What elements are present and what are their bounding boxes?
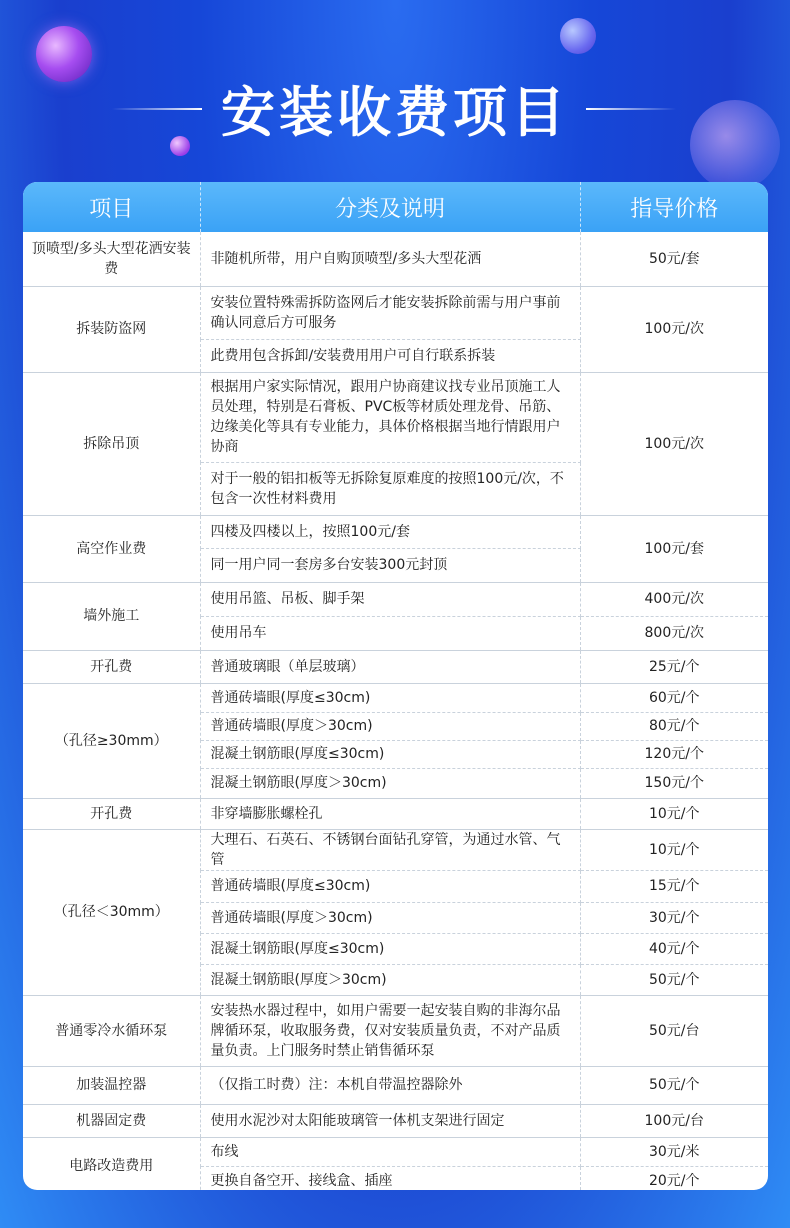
item-description: 大理石、石英石、不锈钢台面钻孔穿管，为通过水管、气管 [200,829,580,870]
item-name: 高空作业费 [23,515,200,582]
item-description: 使用吊车 [200,616,580,650]
title-area [0,70,790,147]
item-description: 同一用户同一套房多台安装300元封顶 [200,548,580,582]
item-description: 安装热水器过程中，如用户需要一起安装自购的非海尔品牌循环泵，收取服务费，仅对安装质量负责，不对产品质量负责。上门服务时禁止销售循环泵 [200,995,580,1066]
item-price: 100元/次 [580,286,768,372]
table-row [23,798,768,829]
item-description: 混凝土钢筋眼(厚度≤30cm) [200,933,580,964]
item-price: 40元/个 [580,933,768,964]
item-description: 使用水泥沙对太阳能玻璃管一体机支架进行固定 [200,1104,580,1137]
item-description: 安装位置特殊需拆防盗网后才能安装拆除前需与用户事前确认同意后方可服务 [200,286,580,339]
item-name: 电路改造费用 [23,1137,200,1190]
item-description: 对于一般的铝扣板等无拆除复原难度的按照100元/次，不包含一次性材料费用 [200,462,580,515]
item-price: 60元/个 [580,683,768,712]
item-description: 普通砖墙眼(厚度≤30cm) [200,870,580,902]
item-price: 80元/个 [580,712,768,740]
item-name: 机器固定费 [23,1104,200,1137]
item-description: 更换自备空开、接线盒、插座 [200,1166,580,1190]
item-name: （孔径≥30mm） [23,683,200,798]
item-price: 25元/个 [580,650,768,683]
item-name: 开孔费 [23,798,200,829]
item-price: 100元/台 [580,1104,768,1137]
item-description: 混凝土钢筋眼(厚度＞30cm) [200,964,580,995]
item-price: 100元/套 [580,515,768,582]
item-price: 50元/个 [580,1066,768,1104]
item-description: 混凝土钢筋眼(厚度＞30cm) [200,768,580,798]
item-price: 400元/次 [580,582,768,616]
item-description: 普通砖墙眼(厚度≤30cm) [200,683,580,712]
table-row [23,582,768,616]
item-description: 使用吊篮、吊板、脚手架 [200,582,580,616]
table-row [23,683,768,712]
item-description: 普通砖墙眼(厚度＞30cm) [200,712,580,740]
item-price: 10元/个 [580,798,768,829]
table-row [23,650,768,683]
item-description: 普通玻璃眼（单层玻璃） [200,650,580,683]
table-row [23,372,768,462]
table-row [23,829,768,870]
page-title: 安装收费项目 [221,81,569,144]
item-price: 150元/个 [580,768,768,798]
item-price: 50元/套 [580,232,768,286]
item-price: 30元/个 [580,902,768,933]
item-name: 普通零冷水循环泵 [23,995,200,1066]
item-price: 10元/个 [580,829,768,870]
table-header-row [23,182,768,232]
header-item: 项目 [23,182,200,232]
item-name: 加装温控器 [23,1066,200,1104]
header-price: 指导价格 [580,182,768,232]
item-description: 布线 [200,1137,580,1166]
item-price: 100元/次 [580,372,768,515]
item-description: 此费用包含拆卸/安装费用用户可自行联系拆装 [200,339,580,372]
item-price: 50元/台 [580,995,768,1066]
table-row [23,995,768,1066]
table-row [23,1137,768,1166]
item-price: 120元/个 [580,740,768,768]
table-row [23,1104,768,1137]
item-name: 拆除吊顶 [23,372,200,515]
table-row [23,515,768,548]
item-name: （孔径＜30mm） [23,829,200,995]
item-price: 800元/次 [580,616,768,650]
item-description: （仅指工时费）注：本机自带温控器除外 [200,1066,580,1104]
item-name: 顶喷型/多头大型花洒安装费 [23,232,200,286]
table-row [23,1066,768,1104]
price-table-card [23,182,768,1190]
item-price: 50元/个 [580,964,768,995]
item-price: 30元/米 [580,1137,768,1166]
header-description: 分类及说明 [200,182,580,232]
item-name: 开孔费 [23,650,200,683]
item-name: 墙外施工 [23,582,200,650]
item-description: 混凝土钢筋眼(厚度≤30cm) [200,740,580,768]
item-price: 20元/个 [648,1172,700,1189]
item-description: 四楼及四楼以上，按照100元/套 [200,515,580,548]
item-description: 非穿墙膨胀螺栓孔 [200,798,580,829]
price-table [23,182,768,1190]
item-description: 非随机所带，用户自购顶喷型/多头大型花洒 [200,232,580,286]
item-name: 拆装防盗网 [23,286,200,372]
table-row [23,232,768,286]
item-price: 15元/个 [580,870,768,902]
blue-bubble-decoration [560,18,596,54]
item-description: 根据用户家实际情况，跟用户协商建议找专业吊顶施工人员处理，特别是石膏板、PVC板等材质处理龙骨、吊筋、边缘美化等具有专业能力，具体价格根据当地行情跟用户协商 [200,372,580,462]
item-description: 普通砖墙眼(厚度＞30cm) [200,902,580,933]
table-row [23,286,768,339]
